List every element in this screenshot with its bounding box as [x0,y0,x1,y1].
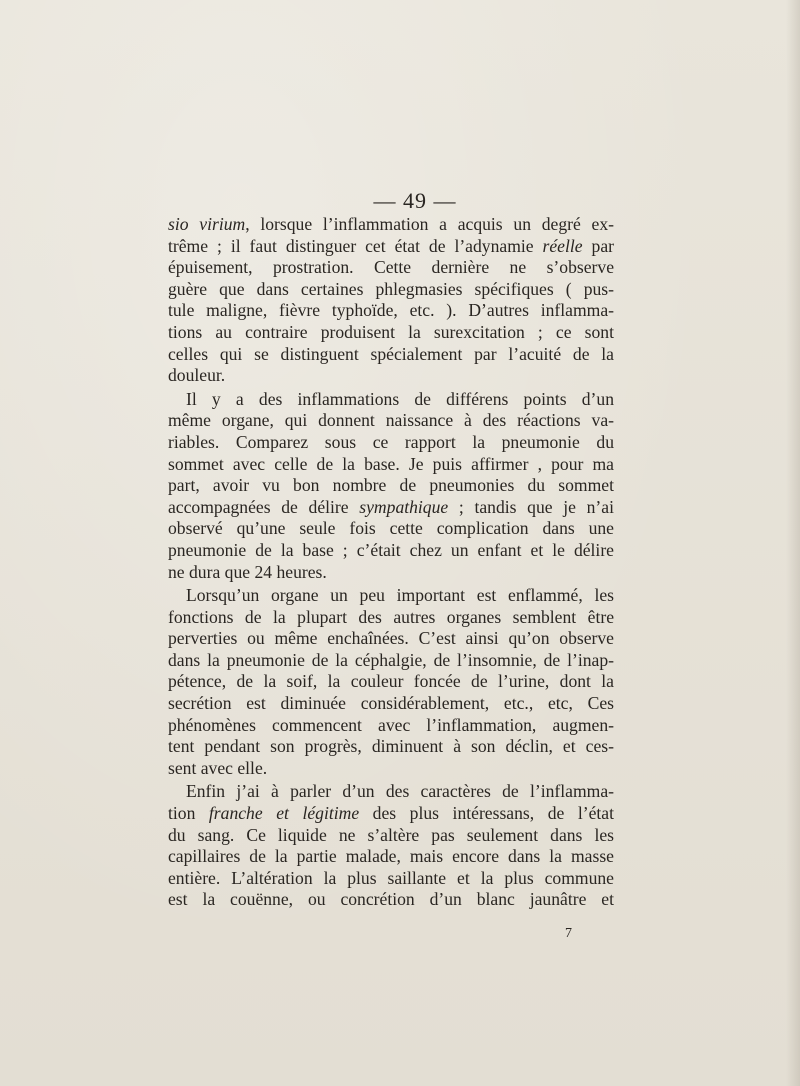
page-number: — 49 — [373,188,457,213]
text-line: tions au contraire produisent la surexcitation ; ce sont [168,321,614,342]
text-line: observé qu’une seule fois cette complication dans une [168,518,614,539]
text-line: entière. L’altération la plus saillante et la plus commune [168,867,614,888]
text-line: du sang. Ce liquide ne s’altère pas seulement dans les [168,824,614,845]
text-line: trême ; il faut distinguer cet état de l’adynamie réelle par [168,235,614,256]
text-line: ne dura que 24 heures. [168,561,327,582]
text-line: sent avec elle. [168,757,268,778]
text-line: sommet avec celle de la base. Je puis affirmer , pour ma [168,453,614,474]
text-line: tent pendant son progrès, diminuent à son déclin, et ces- [168,736,614,757]
paragraph-2 [168,389,614,583]
text-line: pneumonie de la base ; c’était chez un enfant et le délire [168,539,614,560]
text-line: Enfin j’ai à parler d’un des caractères de l’inflamma- [186,781,614,802]
text-line: est la couënne, ou concrétion d’un blanc jaunâtre et [168,889,614,910]
text-line: capillaires de la partie malade, mais encore dans la masse [168,846,614,867]
text-line: accompagnées de délire sympathique ; tandis que je n’ai [168,496,614,517]
text-line: tion franche et légitime des plus intéressans, de l’état [168,803,614,824]
text-line: riables. Comparez sous ce rapport la pneumonie du [168,431,614,452]
text-line: secrétion est diminuée considérablement, etc., etc, Ces [168,693,614,714]
paragraph-4 [168,781,614,911]
text-line: perverties ou même enchaînées. C’est ainsi qu’on observe [168,628,614,649]
text-line: Il y a des inflammations de différens points d’un [186,388,614,409]
text-line: dans la pneumonie de la céphalgie, de l’insomnie, de l’inap- [168,649,614,670]
signature-mark: 7 [565,926,572,941]
text-line: même organe, qui donnent naissance à des réactions va- [168,410,614,431]
text-line: sio virium, lorsque l’inflammation a acquis un degré ex- [168,214,614,234]
text-line: tule maligne, fièvre typhoïde, etc. ). D’autres inflamma- [168,300,614,321]
paragraph-3 [168,585,614,779]
text-line: phénomènes commencent avec l’inflammation, augmen- [168,714,614,735]
text-line: douleur. [168,365,226,386]
text-line: guère que dans certaines phlegmasies spécifiques ( pus- [168,278,614,299]
text-line: Lorsqu’un organe un peu important est enflammé, les [186,585,614,606]
text-line: celles qui se distinguent spécialement par l’acuité de la [168,343,614,364]
text-line: épuisement, prostration. Cette dernière ne s’observe [168,257,614,278]
paragraph-1 [168,214,614,387]
body-text [168,214,614,911]
text-line: fonctions de la plupart des autres organes semblent être [168,606,614,627]
text-line: pétence, de la soif, la couleur foncée de l’urine, dont la [168,671,614,692]
text-line: part, avoir vu bon nombre de pneumonies du sommet [168,475,614,496]
